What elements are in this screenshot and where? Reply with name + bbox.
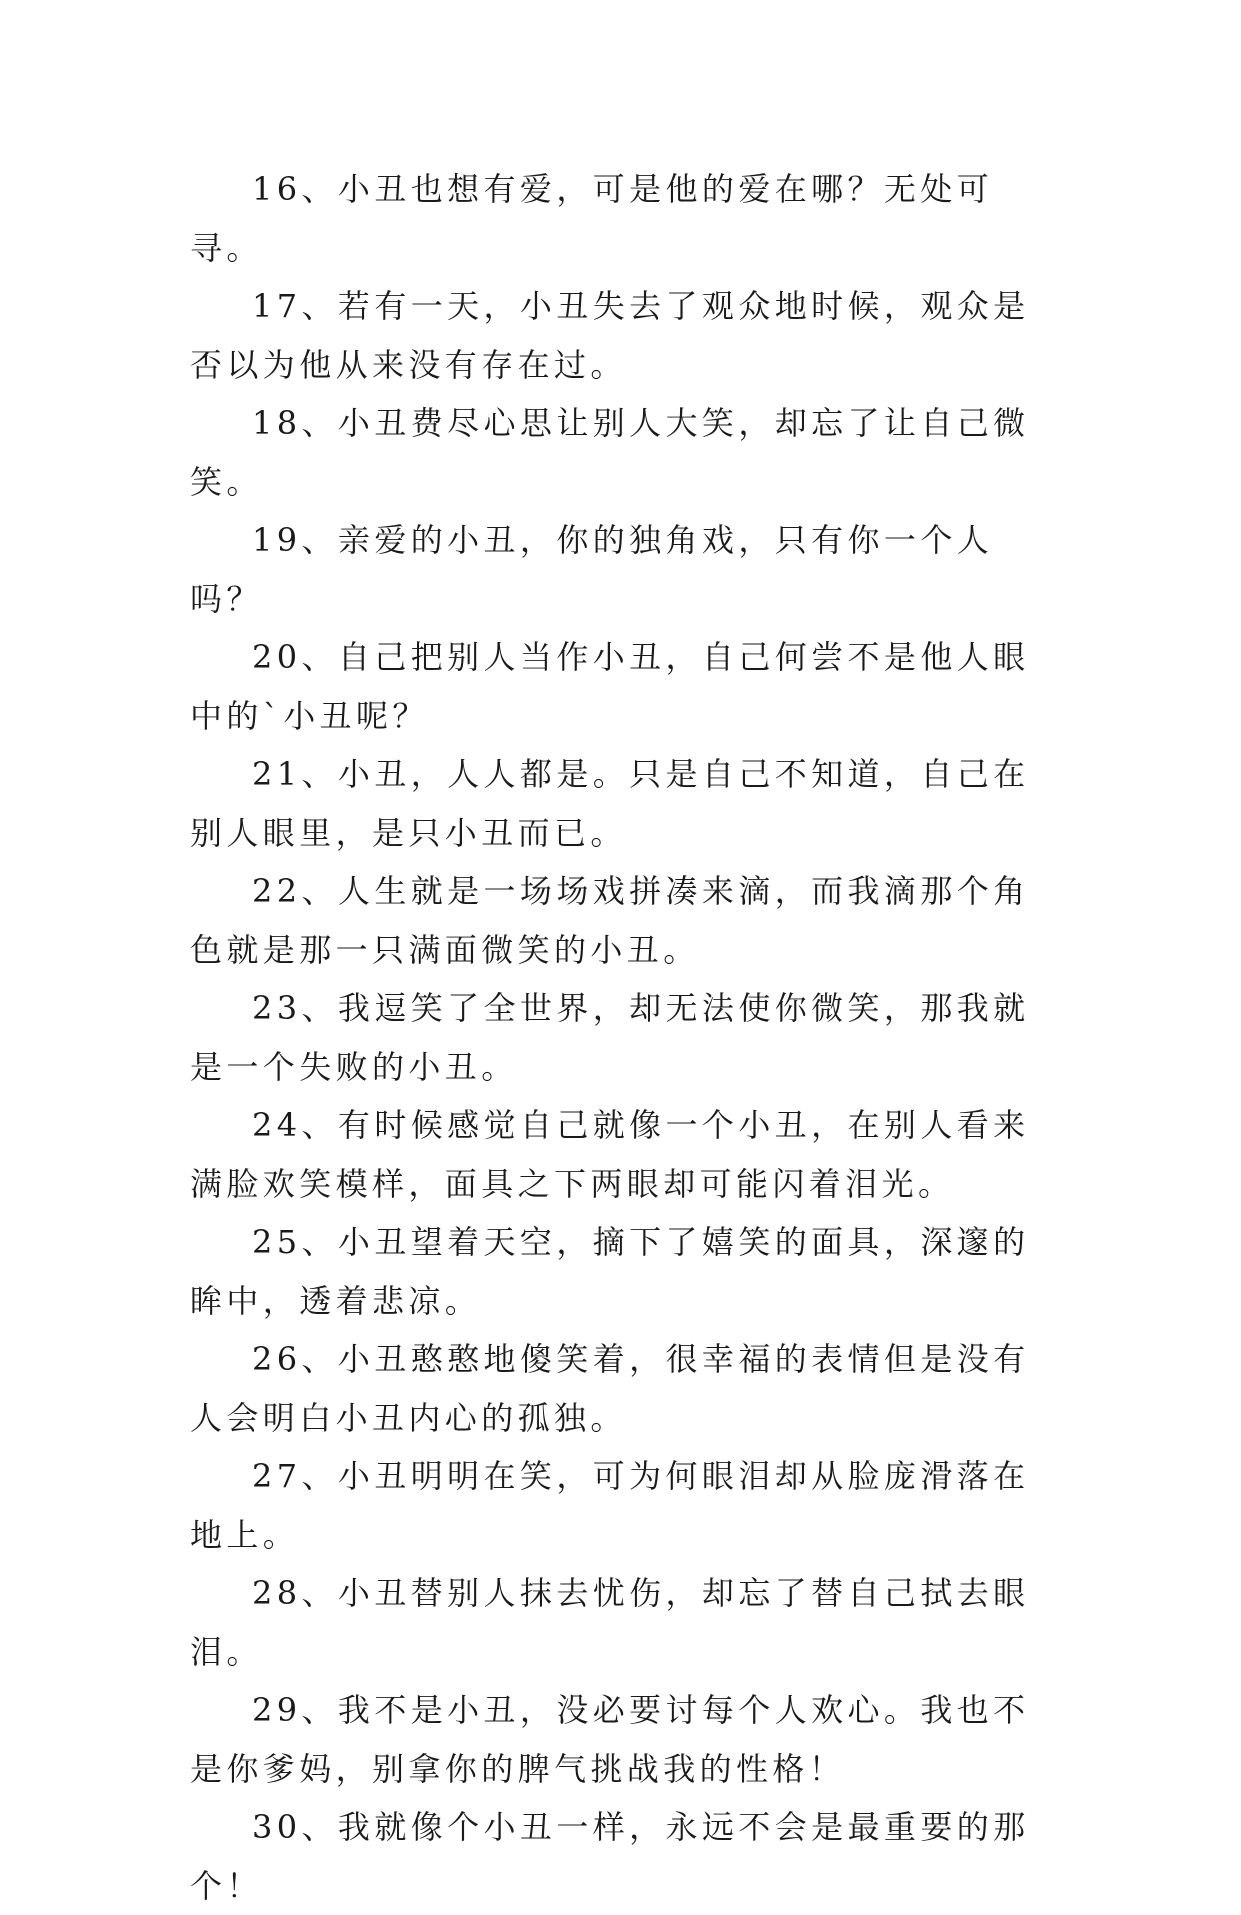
document-body (190, 160, 1050, 1915)
paragraph-26: 26、小丑憨憨地傻笑着，很幸福的表情但是没有人会明白小丑内心的孤独。 (190, 1340, 1030, 1437)
paragraph-21: 21、小丑，人人都是。只是自己不知道，自己在别人眼里，是只小丑而已。 (190, 755, 1030, 852)
paragraph-16: 16、小丑也想有爱，可是他的爱在哪？无处可寻。 (190, 170, 994, 267)
paragraph-19: 19、亲爱的小丑，你的独角戏，只有你一个人吗？ (190, 521, 994, 618)
paragraph-17: 17、若有一天，小丑失去了观众地时候，观众是否以为他从来没有存在过。 (190, 287, 1030, 384)
paragraph-25: 25、小丑望着天空，摘下了嬉笑的面具，深邃的眸中，透着悲凉。 (190, 1223, 1030, 1320)
paragraph-22: 22、人生就是一场场戏拼凑来滴，而我滴那个角色就是那一只满面微笑的小丑。 (190, 872, 1030, 969)
paragraph-27: 27、小丑明明在笑，可为何眼泪却从脸庞滑落在地上。 (190, 1457, 1030, 1554)
paragraph-20: 20、自己把别人当作小丑，自己何尝不是他人眼中的`小丑呢？ (190, 638, 1030, 735)
paragraph-24: 24、有时候感觉自己就像一个小丑，在别人看来满脸欢笑模样，面具之下两眼却可能闪着泪光。 (190, 1106, 1030, 1203)
paragraph-28: 28、小丑替别人抹去忧伤，却忘了替自己拭去眼泪。 (190, 1574, 1030, 1671)
paragraph-29: 29、我不是小丑，没必要讨每个人欢心。我也不是你爹妈，别拿你的脾气挑战我的性格！ (190, 1691, 1030, 1788)
paragraph-18: 18、小丑费尽心思让别人大笑，却忘了让自己微笑。 (190, 404, 1030, 501)
paragraph-30: 30、我就像个小丑一样，永远不会是最重要的那个！ (190, 1808, 1030, 1905)
paragraph-23: 23、我逗笑了全世界，却无法使你微笑，那我就是一个失败的小丑。 (190, 989, 1030, 1086)
